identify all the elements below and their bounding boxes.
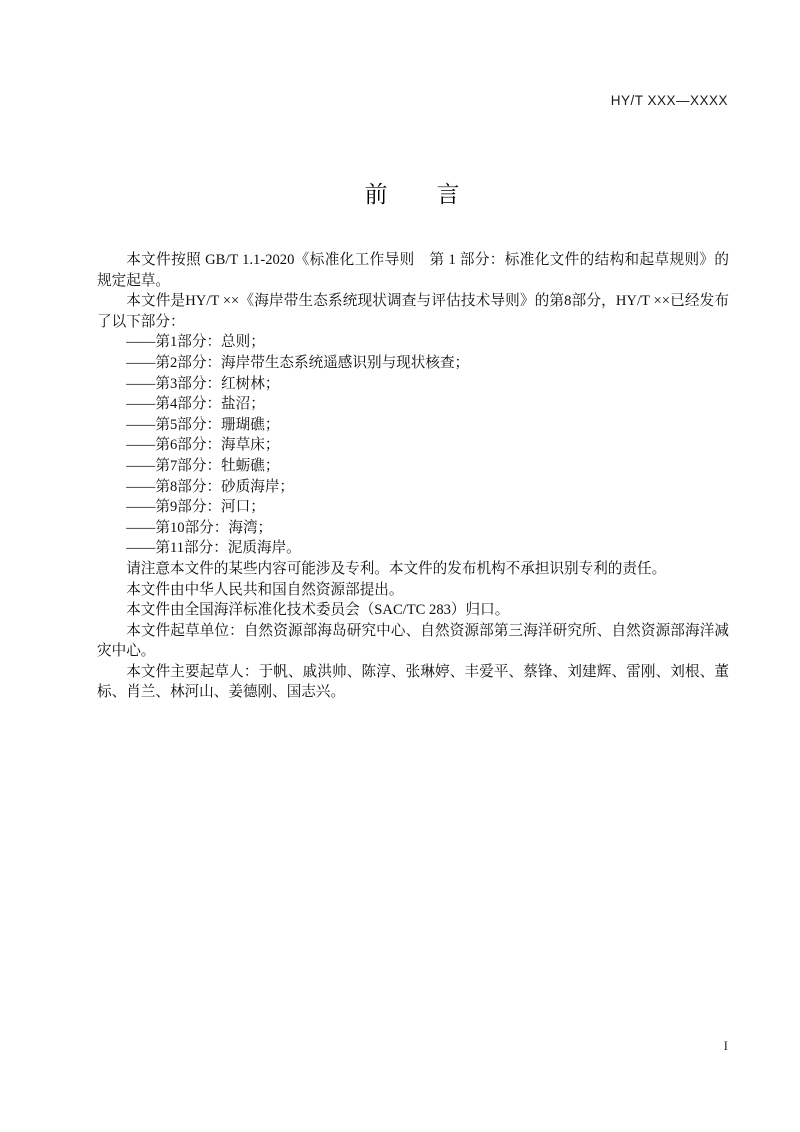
list-item: ——第9部分：河口； [126,499,265,516]
paragraph-drafting-units: 本文件起草单位：自然资源部海岛研究中心、自然资源部第三海洋研究所、自然资源部海洋减灾中心。 [97,622,729,660]
list-item: ——第8部分：砂质海岸； [126,478,295,495]
list-item: ——第5部分：珊瑚礁； [126,416,280,433]
foreword-body [97,250,729,703]
paragraph-technical-committee: 本文件由全国海洋标准化技术委员会（SAC/TC 283）归口。 [126,602,510,619]
paragraph-series-intro: 本文件是HY/T ××《海岸带生态系统现状调查与评估技术导则》的第8部分，HY/T ××已经发布了以下部分： [97,293,729,330]
paragraph-main-drafters: 本文件主要起草人：于帆、戚洪帅、陈淳、张琳婷、丰爱平、蔡锋、刘建辉、雷刚、刘根、董标、肖兰、林河山、姜德刚、国志兴。 [97,663,729,701]
list-item: ——第2部分：海岸带生态系统遥感识别与现状核查； [126,354,470,371]
paragraph-patent-notice: 请注意本文件的某些内容可能涉及专利。本文件的发布机构不承担识别专利的责任。 [126,560,667,577]
paragraph-scope-basis: 本文件按照 GB/T 1.1-2020《标准化工作导则 第 1 部分：标准化文件的结构和起草规则》的规定起草。 [97,252,729,289]
list-item: ——第1部分：总则； [126,334,265,351]
list-item: ——第7部分：牡蛎礁； [126,457,280,474]
page-title: 前 言 [364,182,461,208]
page-number: I [723,1038,728,1053]
list-item: ——第6部分：海草床； [126,437,280,454]
list-item: ——第3部分：红树林； [126,375,280,392]
running-header-standard-number: HY/T XXX—XXXX [610,93,728,108]
list-item: ——第4部分：盐沼； [126,396,265,413]
list-item: ——第11部分：泥质海岸。 [126,540,301,557]
paragraph-proposing-body: 本文件由中华人民共和国自然资源部提出。 [126,581,404,598]
list-item: ——第10部分：海湾； [126,519,273,536]
